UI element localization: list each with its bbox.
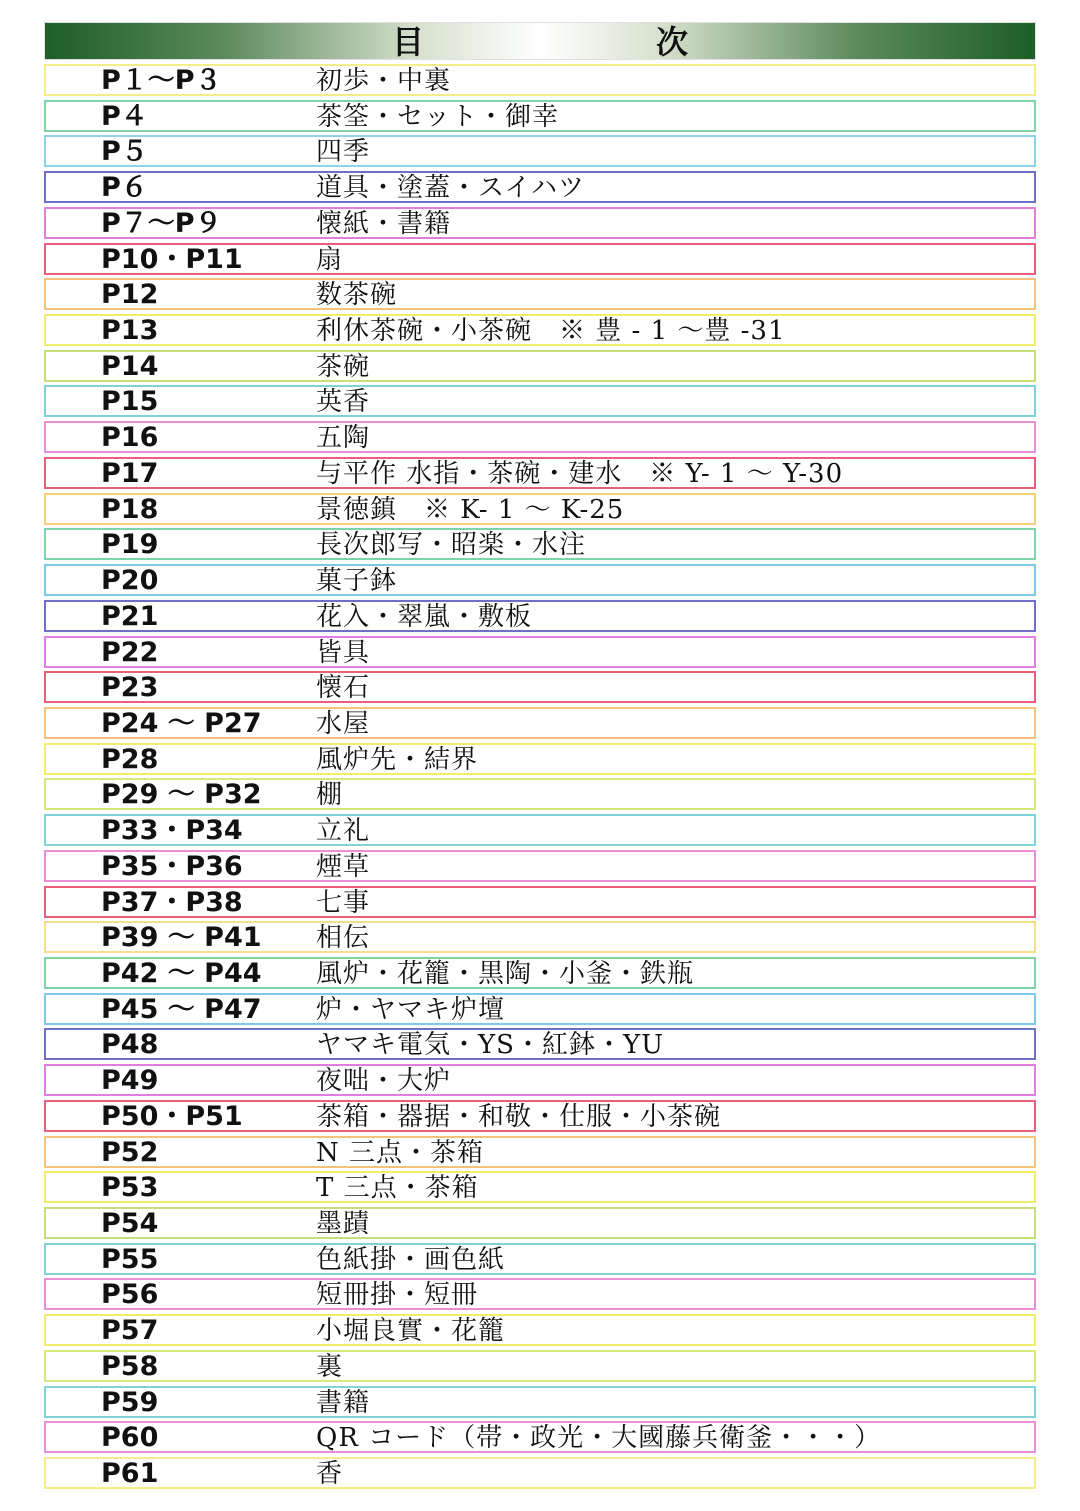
- toc-page-range: P24 ～ P27: [101, 707, 262, 739]
- toc-row[interactable]: [44, 457, 1036, 489]
- toc-section-title: 利休茶碗・小茶碗 ※ 豊 - 1 ～豊 -31: [316, 316, 786, 347]
- toc-page-range: P10・P11: [101, 243, 243, 275]
- toc-page-range: P45 ～ P47: [101, 993, 262, 1025]
- toc-header-title: 目 次: [391, 23, 788, 61]
- toc-section-title: 数茶碗: [316, 280, 398, 311]
- toc-row[interactable]: [44, 1207, 1036, 1239]
- toc-page-range: P56: [101, 1279, 159, 1311]
- toc-row[interactable]: [44, 564, 1036, 596]
- toc-page-range: P49: [101, 1065, 159, 1097]
- toc-section-title: 裏: [316, 1351, 344, 1382]
- toc-page-range: P55: [101, 1243, 159, 1275]
- toc-row[interactable]: [44, 278, 1036, 310]
- toc-page-range: P４: [101, 100, 148, 132]
- toc-row[interactable]: [44, 314, 1036, 346]
- toc-page-range: P７～P９: [101, 207, 222, 239]
- toc-page-range: P17: [101, 457, 159, 489]
- toc-page-range: P33・P34: [101, 815, 243, 847]
- toc-row[interactable]: [44, 100, 1036, 132]
- toc-row[interactable]: [44, 1100, 1036, 1132]
- toc-page-range: P６: [101, 172, 148, 204]
- toc-section-title: 炉・ヤマキ炉壇: [316, 994, 506, 1025]
- toc-row[interactable]: [44, 1386, 1036, 1418]
- toc-section-title: 懐紙・書籍: [316, 208, 452, 239]
- toc-row[interactable]: [44, 600, 1036, 632]
- toc-section-title: 小堀良實・花籠: [316, 1316, 506, 1347]
- toc-page-range: P57: [101, 1315, 159, 1347]
- toc-section-title: 茶碗: [316, 351, 371, 382]
- toc-row[interactable]: [44, 1243, 1036, 1275]
- toc-row[interactable]: [44, 743, 1036, 775]
- toc-row[interactable]: [44, 1350, 1036, 1382]
- toc-page-range: P12: [101, 279, 159, 311]
- toc-section-title: 墨蹟: [316, 1209, 371, 1239]
- toc-row[interactable]: [44, 921, 1036, 953]
- toc-row[interactable]: [44, 1278, 1036, 1310]
- toc-section-title: 菓子鉢: [316, 566, 398, 597]
- toc-page-range: P50・P51: [101, 1100, 243, 1132]
- toc-section-title: 立礼: [316, 816, 371, 847]
- toc-page-range: P29 ～ P32: [101, 779, 262, 811]
- toc-section-title: 風炉・花籠・黒陶・小釜・鉄瓶: [316, 958, 695, 989]
- toc-section-title: 景徳鎮 ※ K- 1 ～ K-25: [316, 494, 625, 525]
- toc-section-title: 皆具: [316, 637, 371, 668]
- toc-rows: [44, 64, 1036, 1489]
- toc-row[interactable]: [44, 528, 1036, 560]
- toc-section-title: 懐石: [316, 673, 371, 704]
- toc-page-range: P53: [101, 1172, 159, 1204]
- toc-row[interactable]: [44, 814, 1036, 846]
- toc-page-range: P48: [101, 1029, 159, 1061]
- toc-header-bar: [44, 22, 1036, 60]
- toc-page-range: P61: [101, 1458, 159, 1490]
- toc-page-range: P54: [101, 1208, 159, 1239]
- toc-section-title: 扇: [316, 244, 344, 275]
- toc-row[interactable]: [44, 636, 1036, 668]
- toc-section-title: 色紙掛・画色紙: [316, 1244, 506, 1275]
- toc-row[interactable]: [44, 1421, 1036, 1453]
- toc-section-title: 五陶: [316, 423, 371, 454]
- toc-page-range: P28: [101, 743, 159, 775]
- toc-section-title: ヤマキ電気・YS・紅鉢・YU: [316, 1030, 665, 1061]
- toc-page-range: P39 ～ P41: [101, 922, 262, 954]
- toc-page-range: P16: [101, 422, 159, 454]
- toc-row[interactable]: [44, 707, 1036, 739]
- toc-row[interactable]: [44, 1028, 1036, 1060]
- toc-section-title: 短冊掛・短冊: [316, 1280, 479, 1311]
- toc-row[interactable]: [44, 886, 1036, 918]
- toc-section-title: N 三点・茶箱: [316, 1137, 485, 1168]
- toc-section-title: 道具・塗蓋・スイハツ: [316, 173, 585, 204]
- toc-row[interactable]: [44, 207, 1036, 239]
- toc-section-title: 英香: [316, 387, 371, 418]
- toc-section-title: 書籍: [316, 1387, 371, 1418]
- toc-section-title: 茶箱・器据・和敬・仕服・小茶碗: [316, 1101, 722, 1132]
- toc-page-range: P21: [101, 600, 159, 632]
- toc-section-title: 棚: [316, 780, 344, 811]
- toc-page-range: P37・P38: [101, 886, 243, 918]
- toc-section-title: QR コード（帯・政光・大國藤兵衛釜・・・）: [316, 1423, 882, 1454]
- toc-page-range: P59: [101, 1386, 159, 1418]
- toc-page-range: P13: [101, 315, 159, 347]
- toc-section-title: 初歩・中裏: [316, 66, 452, 96]
- toc-row[interactable]: [44, 778, 1036, 810]
- toc-section-title: 茶筌・セット・御幸: [316, 101, 560, 132]
- toc-page-range: P18: [101, 493, 159, 525]
- toc-row[interactable]: [44, 671, 1036, 703]
- toc-section-title: 花入・翠嵐・敷板: [316, 601, 533, 632]
- toc-section-title: 夜咄・大炉: [316, 1066, 452, 1097]
- toc-section-title: 水屋: [316, 708, 371, 739]
- toc-page-range: P14: [101, 350, 159, 382]
- toc-row[interactable]: [44, 1457, 1036, 1489]
- toc-section-title: 長次郎写・昭楽・水注: [316, 530, 587, 561]
- toc-page-range: P35・P36: [101, 850, 243, 882]
- toc-row[interactable]: [44, 64, 1036, 96]
- toc-row[interactable]: [44, 1064, 1036, 1096]
- toc-section-title: 四季: [316, 137, 371, 168]
- toc-row[interactable]: [44, 243, 1036, 275]
- toc-row[interactable]: [44, 421, 1036, 453]
- toc-page-range: P42 ～ P44: [101, 957, 262, 989]
- toc-row[interactable]: [44, 957, 1036, 989]
- toc-section-title: 香: [316, 1459, 344, 1490]
- toc-section-title: 風炉先・結界: [316, 744, 479, 775]
- toc-page-range: P52: [101, 1136, 159, 1168]
- toc-row[interactable]: [44, 993, 1036, 1025]
- toc-row[interactable]: [44, 385, 1036, 417]
- toc-page-range: P19: [101, 529, 159, 561]
- toc-page-range: P１～P３: [101, 65, 222, 96]
- toc-page-range: P60: [101, 1422, 159, 1454]
- toc-row[interactable]: [44, 1136, 1036, 1168]
- toc-section-title: 相伝: [316, 923, 371, 954]
- toc-page-range: P23: [101, 672, 159, 704]
- toc-section-title: 煙草: [316, 851, 371, 882]
- toc-row[interactable]: [44, 135, 1036, 167]
- toc-row[interactable]: [44, 1314, 1036, 1346]
- toc-page-range: P５: [101, 136, 148, 168]
- toc-section-title: 与平作 水指・茶碗・建水 ※ Y- 1 ～ Y-30: [316, 458, 844, 489]
- toc-section-title: 七事: [316, 887, 371, 918]
- toc-row[interactable]: [44, 850, 1036, 882]
- toc-section-title: T 三点・茶箱: [316, 1173, 479, 1204]
- table-of-contents: [44, 22, 1036, 1493]
- toc-page-range: P58: [101, 1350, 159, 1382]
- toc-row[interactable]: [44, 350, 1036, 382]
- toc-page-range: P22: [101, 636, 159, 668]
- toc-row[interactable]: [44, 1171, 1036, 1203]
- toc-page-range: P15: [101, 386, 159, 418]
- toc-row[interactable]: [44, 171, 1036, 203]
- toc-row[interactable]: [44, 493, 1036, 525]
- toc-page-range: P20: [101, 565, 159, 597]
